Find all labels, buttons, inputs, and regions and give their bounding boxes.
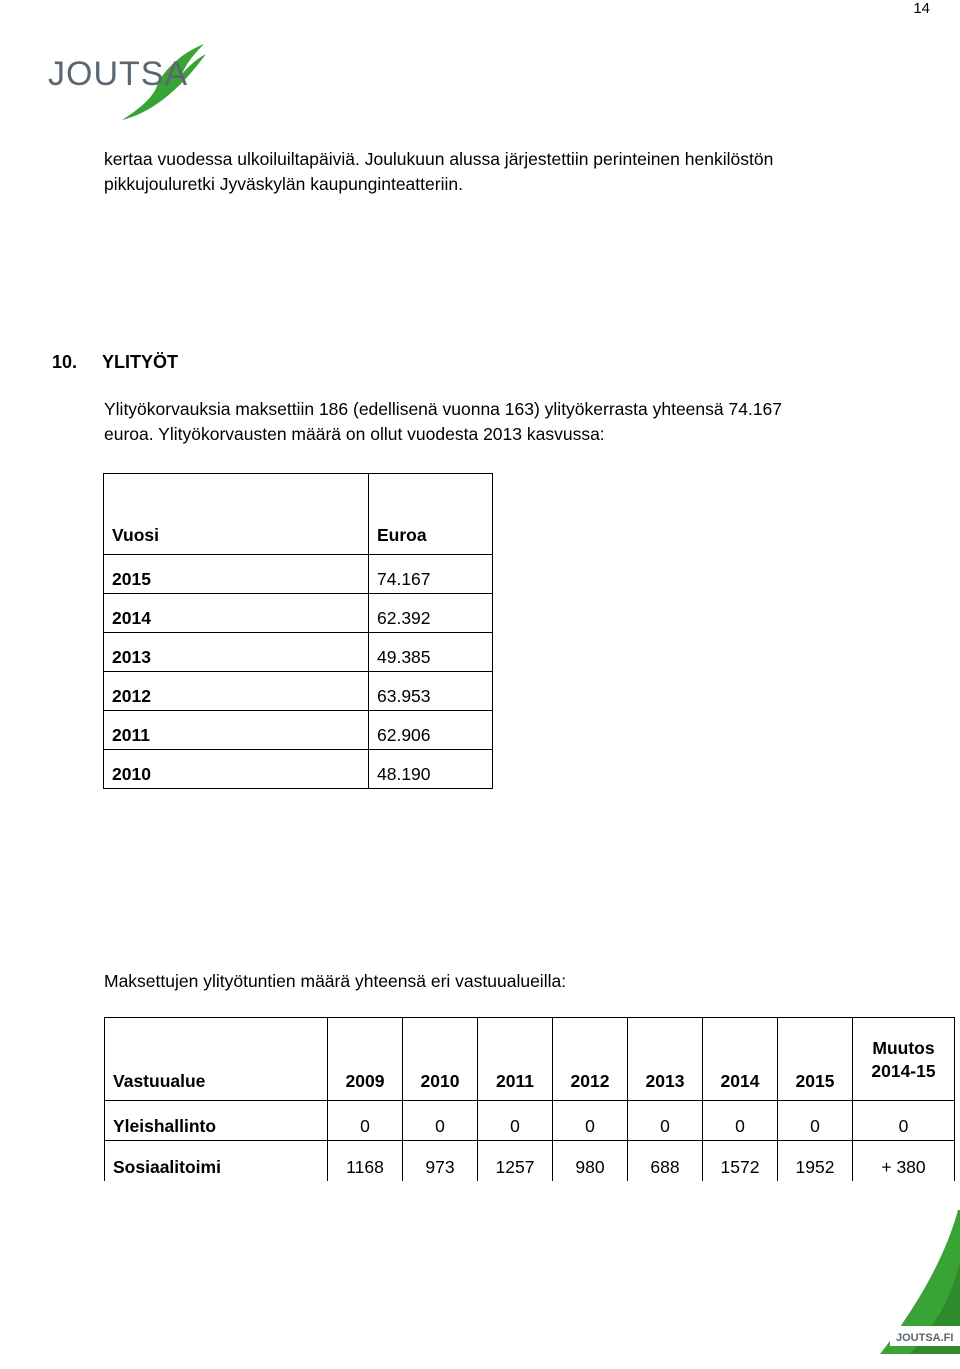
table-row — [105, 1141, 955, 1181]
section-title: YLITYÖT — [102, 352, 178, 372]
header-year: 2010 — [403, 1018, 478, 1101]
cell-hours: 0 — [328, 1101, 403, 1141]
cell-year: 2015 — [104, 555, 369, 594]
footer-logo — [870, 1200, 960, 1364]
cell-hours: 0 — [553, 1101, 628, 1141]
cell-euros: 62.392 — [369, 594, 493, 633]
joutsa-logo — [44, 40, 214, 125]
cell-hours: 0 — [628, 1101, 703, 1141]
table-row — [104, 750, 493, 789]
intro-line-1: kertaa vuodessa ulkoiluiltapäiviä. Joulukuun alussa järjestettiin perinteinen henkilöstön — [104, 149, 774, 169]
cell-hours: 973 — [403, 1141, 478, 1181]
page-number: 14 — [913, 0, 930, 17]
table-row — [104, 633, 493, 672]
body-line-2: euroa. Ylityökorvausten määrä on ollut vuodesta 2013 kasvussa: — [104, 424, 605, 444]
table2-intro: Maksettujen ylityötuntien määrä yhteensä eri vastuualueilla: — [104, 971, 567, 991]
cell-year: 2014 — [104, 594, 369, 633]
header-year: 2013 — [628, 1018, 703, 1101]
cell-euros: 62.906 — [369, 711, 493, 750]
header-year: 2014 — [703, 1018, 778, 1101]
cell-hours: 0 — [478, 1101, 553, 1141]
cell-hours: 0 — [403, 1101, 478, 1141]
header-change-line-2: 2014-15 — [871, 1060, 936, 1081]
header-change — [853, 1018, 955, 1101]
intro-line-2: pikkujouluretki Jyväskylän kaupunginteatteriin. — [104, 174, 463, 194]
table-row — [104, 672, 493, 711]
cell-area: Sosiaalitoimi — [105, 1141, 328, 1181]
table-row — [104, 711, 493, 750]
header-year: 2012 — [553, 1018, 628, 1101]
header-year: 2011 — [478, 1018, 553, 1101]
body-line-1: Ylityökorvauksia maksettiin 186 (edellisenä vuonna 163) ylityökerrasta yhteensä 74.167 — [104, 399, 783, 419]
body-paragraph — [104, 397, 782, 447]
header-euros: Euroa — [369, 474, 493, 555]
svg-text:JOUTSA: JOUTSA — [48, 55, 189, 93]
cell-area: Yleishallinto — [105, 1101, 328, 1141]
cell-year: 2013 — [104, 633, 369, 672]
header-year: Vuosi — [104, 474, 369, 555]
header-year: 2009 — [328, 1018, 403, 1101]
intro-paragraph — [104, 147, 773, 197]
cell-euros: 48.190 — [369, 750, 493, 789]
footer-swoosh-graphic — [870, 1200, 960, 1364]
cell-hours: 980 — [553, 1141, 628, 1181]
cell-hours: 1257 — [478, 1141, 553, 1181]
overtime-euros-table — [103, 473, 493, 789]
cell-euros: 74.167 — [369, 555, 493, 594]
table-row — [104, 594, 493, 633]
header-area: Vastuualue — [105, 1018, 328, 1101]
section-heading — [52, 352, 178, 373]
section-number: 10. — [52, 352, 78, 372]
cell-change: 0 — [853, 1101, 955, 1141]
header-year: 2015 — [778, 1018, 853, 1101]
cell-euros: 49.385 — [369, 633, 493, 672]
cell-hours: 1952 — [778, 1141, 853, 1181]
joutsa-logo-graphic — [44, 40, 214, 125]
cell-year: 2010 — [104, 750, 369, 789]
cell-hours: 1572 — [703, 1141, 778, 1181]
cell-hours: 1168 — [328, 1141, 403, 1181]
header-change-line-1: Muutos — [872, 1037, 935, 1058]
cell-hours: 0 — [703, 1101, 778, 1141]
table-header-row — [105, 1018, 955, 1101]
cell-hours: 688 — [628, 1141, 703, 1181]
svg-text:JOUTSA.FI: JOUTSA.FI — [896, 1332, 954, 1344]
table-row — [104, 555, 493, 594]
overtime-hours-table — [104, 1017, 955, 1181]
cell-year: 2011 — [104, 711, 369, 750]
cell-euros: 63.953 — [369, 672, 493, 711]
table-header-row — [104, 474, 493, 555]
cell-change: + 380 — [853, 1141, 955, 1181]
table-row — [105, 1101, 955, 1141]
cell-hours: 0 — [778, 1101, 853, 1141]
cell-year: 2012 — [104, 672, 369, 711]
